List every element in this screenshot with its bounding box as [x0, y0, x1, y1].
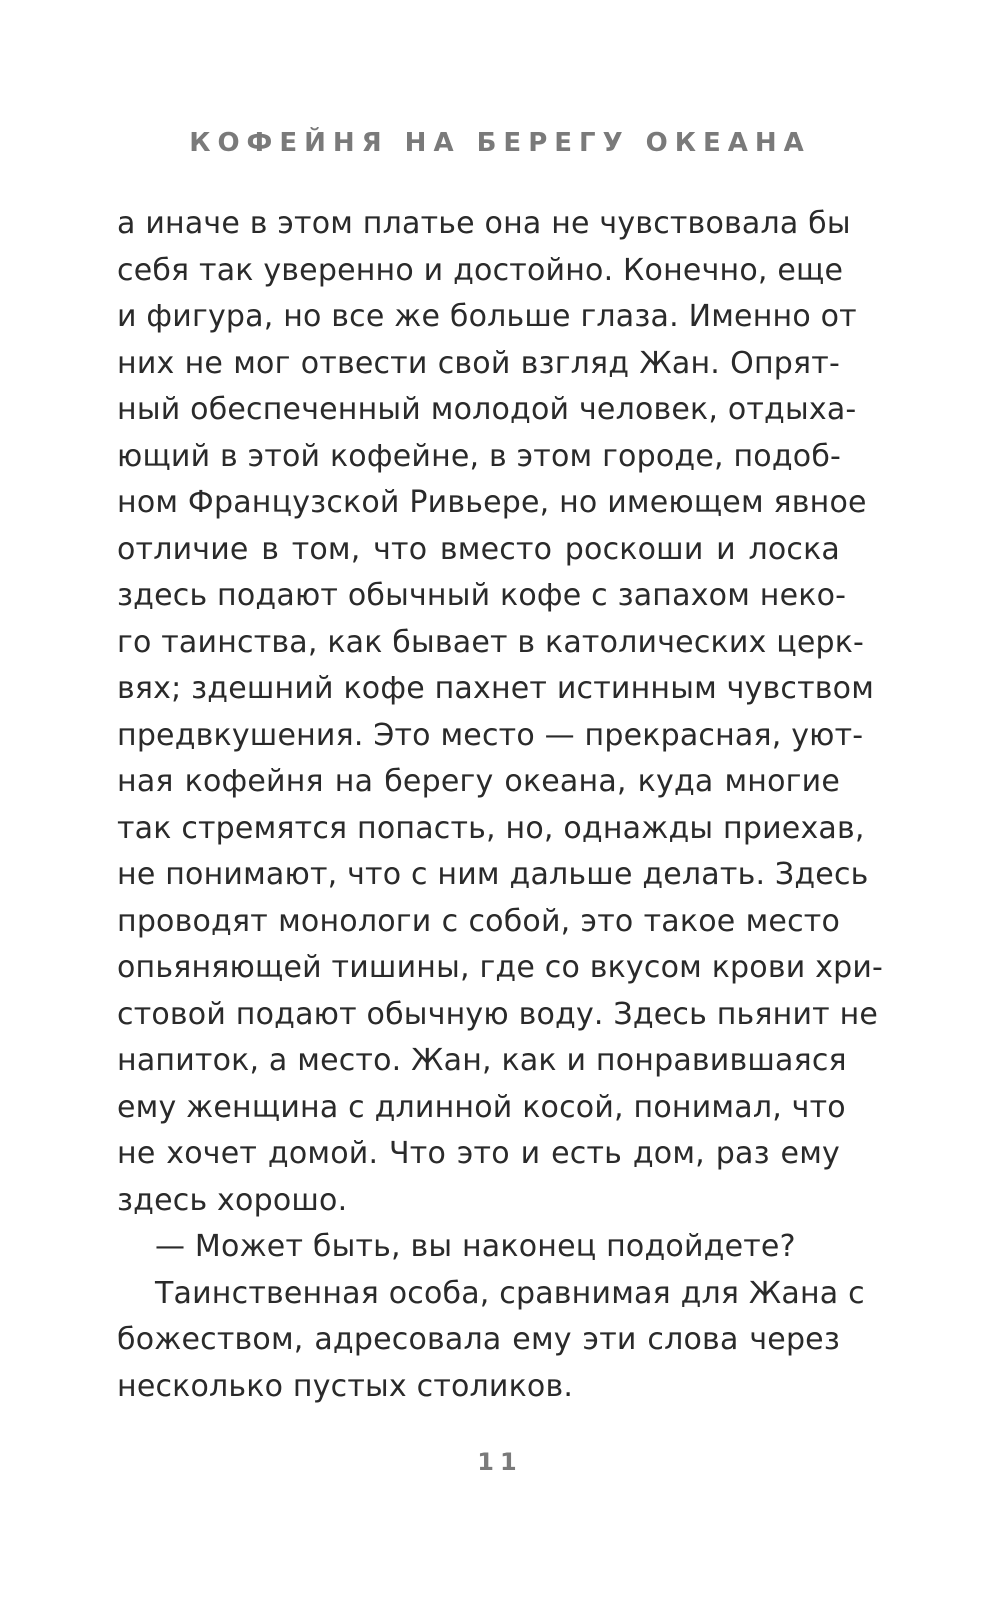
text-line: не понимают, что с ним дальше делать. Здесь [117, 857, 869, 892]
text-line: ном Французской Ривьере, но имеющем явное [117, 485, 867, 520]
text-line: и фигура, но все же больше глаза. Именно от [117, 299, 857, 334]
text-line: себя так уверенно и достойно. Конечно, еще [117, 252, 844, 288]
text-line: напиток, а место. Жан, как и понравившаяся [117, 1043, 847, 1078]
text-line: несколько пустых столиков. [117, 1368, 574, 1404]
text-line: опьяняющей тишины, где со вкусом крови хри- [117, 950, 884, 985]
body-text [117, 201, 884, 1410]
text-line: вях; здешний кофе пахнет истинным чувством [117, 671, 875, 706]
text-line: ему женщина с длинной косой, понимал, что [117, 1089, 846, 1125]
text-line: не хочет домой. Что это и есть дом, раз ему [117, 1136, 840, 1171]
text-line: божеством, адресовала ему эти слова через [117, 1322, 840, 1357]
text-line: предвкушения. Это место — прекрасная, уют- [117, 717, 864, 753]
text-line: так стремятся попасть, но, однажды приехав, [117, 810, 865, 846]
page-number: 11 [477, 1448, 523, 1476]
text-line: ная кофейня на берегу океана, куда многие [117, 764, 840, 799]
text-line: здесь хорошо. [117, 1182, 348, 1218]
text-line: здесь подают обычный кофе с запахом неко- [117, 578, 847, 613]
text-line: ющий в этой кофейне, в этом городе, подоб- [117, 438, 842, 474]
text-line: отличие в том, что вместо роскоши и лоска [117, 531, 840, 567]
running-title: КОФЕЙНЯ НА БЕРЕГУ ОКЕАНА [189, 128, 811, 158]
paragraph-start-line: Таинственная особа, сравнимая для Жана с [155, 1275, 865, 1311]
text-line: проводят монологи с собой, это такое место [117, 903, 840, 939]
text-line: го таинства, как бывает в католических церк- [117, 624, 865, 660]
text-line: них не мог отвести свой взгляд Жан. Опрят- [117, 345, 840, 381]
text-line: а иначе в этом платье она не чувствовала бы [117, 206, 851, 241]
dialogue-line: — Может быть, вы наконец подойдете? [155, 1229, 796, 1264]
text-line: ный обеспеченный молодой человек, отдыха- [117, 392, 857, 427]
text-line: стовой подают обычную воду. Здесь пьянит не [117, 996, 879, 1032]
